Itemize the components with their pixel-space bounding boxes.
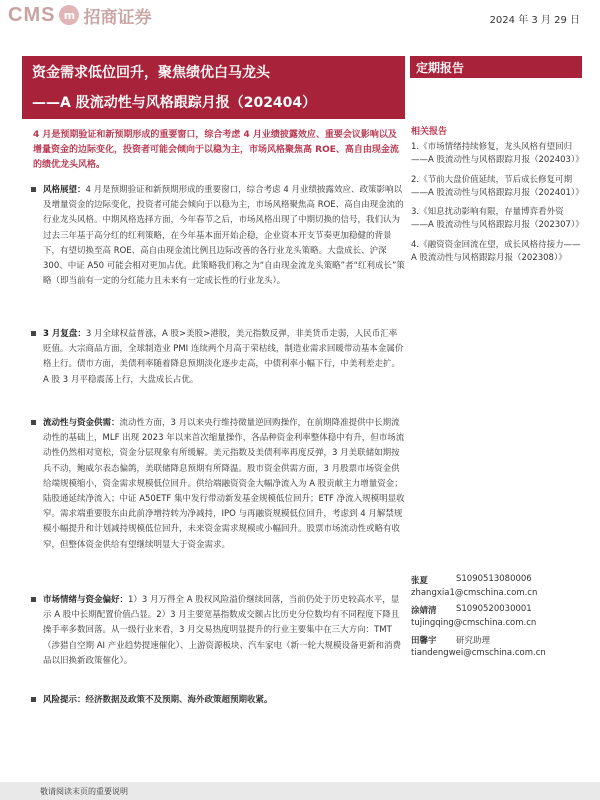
page-footer (0, 782, 600, 800)
bullet-icon (31, 597, 36, 602)
report-type-banner (410, 56, 582, 78)
section-march-review (33, 327, 405, 388)
section-body: 1）3 月万得全 A 股权风险溢价继续回落，当前仍处于历史较高水平，显示 A 股中长期配置价值凸显。2）3 月主要宽基指数成交额占比历史分位数均有不同程度下降且操手率多数回落。从一级行业来看，3 月交易热度明显提升的行业主要集中在三大方向：TMT（涉猎自空期 AI 产业趋势提速催化）、上游资源板块、汽车家电（新一轮大规模设备更新和消费品以旧换新政策催化）。 (43, 595, 401, 666)
analyst-name: 张夏 (411, 576, 429, 586)
logo-cn-text: 招商证券 (83, 7, 152, 28)
footer-disclaimer: 敬请阅读末页的重要说明 (40, 787, 128, 796)
related-report-link[interactable]: 4.《融资资金回流在望，成长风格待接力——A 股流动性与风格跟踪月报（202308）》 (411, 239, 581, 264)
bullet-icon (31, 420, 36, 425)
report-date: 2024 年 3 月 29 日 (489, 15, 580, 26)
related-reports-title: 相关报告 (411, 127, 448, 137)
analyst-entry (411, 604, 586, 632)
analyst-name: 田馨宇 (411, 636, 437, 646)
analyst-name: 涂婧清 (411, 606, 437, 616)
logo-emblem-icon: m (59, 5, 79, 25)
analyst-id: 研究助理 (456, 636, 491, 646)
section-body: 3 月全球权益普涨，A 股>美股>港股，美元指数反弹，非美货币走弱，人民币汇率贬值。大宗商品方面，全球制造业 PMI 连续两个月高于荣枯线，制造业需求回暖带动基本金属价格上行。债市方面，美债利率随着降息预期淡化逐步走高，中债利率小幅下行，中美利差走扩。A 股 3 月平稳震荡上行，大盘成长占优。 (43, 329, 404, 385)
report-title: 资金需求低位回升，聚焦绩优白马龙头 (32, 65, 270, 81)
related-report-link[interactable]: 2.《节前大盘价值延续，节后成长修复可期——A 股流动性与风格跟踪月报（202401）》 (411, 174, 584, 198)
related-reports-list (411, 141, 583, 271)
analyst-email[interactable]: tujingqing@cmschina.com.cn (411, 618, 537, 628)
section-heading: 风险提示： (43, 695, 86, 705)
title-banner (22, 56, 405, 119)
related-report-link[interactable]: 3.《知息扰动影响有限，存量博弈看外资 ——A 股流动性与风格跟踪月报（202307）》 (411, 207, 584, 231)
report-type-label: 定期报告 (416, 61, 465, 75)
summary-text: 4 月是预期验证和新预期形成的重要窗口，综合考虑 4 月业绩披露效应、重要会议影响以及增量资金的边际变化，投资者可能会倾向于以稳为主，市场风格聚焦高 ROE、高自由现金流的绩优龙头风格。 (33, 130, 399, 170)
section-heading: 3 月复盘： (43, 329, 86, 339)
page-header (0, 0, 600, 32)
section-style-outlook (33, 183, 405, 289)
section-heading: 风格展望： (43, 185, 86, 195)
report-subtitle: ——A 股流动性与风格跟踪月报（202404） (32, 95, 317, 111)
section-liquidity (33, 416, 405, 553)
analyst-entry (411, 574, 586, 602)
analyst-id: S1090520030001 (456, 604, 532, 614)
section-sentiment (33, 593, 405, 669)
section-heading: 市场情绪与资金偏好： (43, 595, 129, 605)
analyst-block (411, 574, 586, 664)
analyst-entry (411, 634, 586, 662)
logo-text: CMS (8, 3, 56, 26)
bullet-icon (31, 187, 36, 192)
analyst-email[interactable]: zhangxia1@cmschina.com.cn (411, 588, 538, 598)
section-risk (33, 693, 405, 708)
analyst-id: S1090513080006 (456, 574, 532, 584)
related-report-link[interactable]: 1.《市场情绪持续修复，龙头风格有望回归——A 股流动性与风格跟踪月报（202403）》 (411, 142, 584, 166)
logo (8, 2, 151, 28)
section-heading: 流动性与资金供需： (43, 418, 120, 428)
bullet-icon (31, 331, 36, 336)
analyst-email[interactable]: tiandengwei@cmschina.com.cn (411, 648, 546, 658)
section-body: 经济数据及政策不及预期、海外政策超预期收紧。 (85, 695, 273, 705)
bullet-icon (31, 697, 36, 702)
section-body: 流动性方面，3 月以来央行维持微量逆回购操作，在前期降准提供中长期流动性的基础上，MLF 出现 2023 年以来首次缩量操作，各品种资金利率整体稳中有升，但市场流动性仍然相对宽松，资金分层现象有所缓解。美元指数及美债利率再度反弹，3 月美联储如期按兵不动，鲍威尔表态偏鸽，美联储降息预期有所降温。股市资金供需方面，3 月股票市场资金供给端规模缩小，资金需求规模低位回升。供给端融资资金大幅净流入为 A 股贡献主力增量资金；陆股通延续净流入；中证 A50ETF 集中发行带动新发基金规模低位回升；ETF 净流入规模明显收窄。需求端重要股东由此前净增持转为净减持，IPO 与再融资规模低位回升，考虑到 4 月解禁规模小幅提升和计划减持规模低位回升，未来资金需求规模或小幅回升。股票市场流动性或略有收窄，但整体资金供给有望继续明显大于资金需求。 (43, 418, 405, 550)
section-body: 4 月是预期验证和新预期形成的重要窗口，综合考虑 4 月业绩披露效应、政策影响以及增量资金的边际变化，投资者可能会倾向于以稳为主，市场风格聚焦高 ROE、高自由现金流的行业龙头风格。中期风格选择方面，今年春节之后，市场风格出现了中期切换的信号，我们认为过去三年基于高分红的红利策略，在今年基本面开始企稳，企业资本开支节奏更加稳健的背景下，有望切换至高 ROE、高自由现金流比例且边际改善的各行业龙头策略。大盘成长、沪深 300、中证 A50 可能会相对更加占优。此策略我们称之为“自由现金流龙头策略”者“红利成长”策略（即当前有一定的分红能力且未来有一定成长性的行业龙头）。 (43, 185, 405, 287)
